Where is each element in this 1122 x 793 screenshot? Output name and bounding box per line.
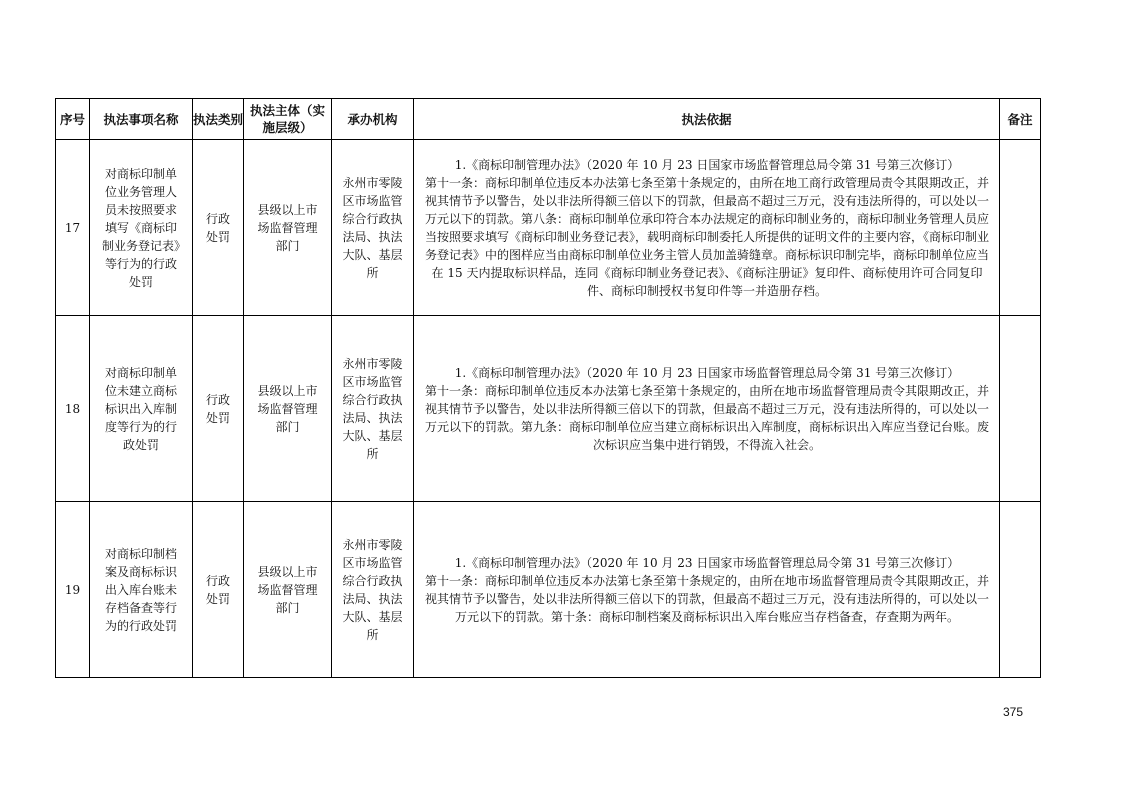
basis-text: 第十一条：商标印制单位违反本办法第七条至第十条规定的，由所在地工商行政管理局责令其限期改正，并视其情节予以警告，处以非法所得额三倍以下的罚款，但最高不超过三万元，没有违法所得的，可以处以一万元以下的罚款。第八条：商标印制单位承印符合本办法规定的商标印制业务的，商标印制业务管理人员应当按照要求填写《商标印制业务登记表》，载明商标印制委托人所提供的证明文件的主要内容，《商标印制业务登记表》中的图样应当由商标印制单位业务主管人员加盖骑缝章。商标标识印制完毕，商标印制单位应当在 15 天内提取标识样品，连同《商标印制业务登记表》、《商标注册证》复印件、商标使用许可合同复印件、商标印制授权书复印件等一并造册存档。: [424, 175, 989, 298]
enforcement-table: [55, 98, 1041, 678]
row-seq: 18: [56, 316, 90, 502]
row-agency: 永州市零陵区市场监管综合行政执法局、执法大队、基层所: [332, 502, 414, 678]
row-remarks: [1000, 316, 1041, 502]
row-item-name: 对商标印制单位业务管理人员未按照要求填写《商标印制业务登记表》等行为的行政处罚: [90, 140, 193, 316]
row-category: 行政处罚: [193, 316, 244, 502]
row-basis: [414, 316, 1000, 502]
row-item-name: 对商标印制档案及商标标识出入库台账未存档备查等行为的行政处罚: [90, 502, 193, 678]
table-row: [56, 502, 1041, 678]
basis-title: 1.《商标印制管理办法》（2020 年 10 月 23 日国家市场监督管理总局令第 31 号第三次修订）: [454, 555, 960, 570]
header-item-name: 执法事项名称: [90, 99, 193, 140]
basis-text: 第十一条：商标印制单位违反本办法第七条至第十条规定的，由所在地市场监督管理局责令其限期改正，并视其情节予以警告，处以非法所得额三倍以下的罚款，但最高不超过三万元，没有违法所得的，可以处以一万元以下的罚款。第十条：商标印制档案及商标标识出入库台账应当存档备查，存查期为两年。: [424, 573, 989, 624]
row-subject: 县级以上市场监督管理部门: [244, 502, 332, 678]
row-subject: 县级以上市场监督管理部门: [244, 316, 332, 502]
page-number: 375: [1003, 705, 1024, 719]
row-agency: 永州市零陵区市场监管综合行政执法局、执法大队、基层所: [332, 316, 414, 502]
header-remarks: 备注: [1000, 99, 1041, 140]
header-subject: 执法主体（实施层级）: [244, 99, 332, 140]
row-remarks: [1000, 140, 1041, 316]
table-header-row: [56, 99, 1041, 140]
table-row: [56, 316, 1041, 502]
basis-title: 1.《商标印制管理办法》（2020 年 10 月 23 日国家市场监督管理总局令第 31 号第三次修订）: [454, 157, 960, 172]
header-category: 执法类别: [193, 99, 244, 140]
basis-title: 1.《商标印制管理办法》（2020 年 10 月 23 日国家市场监督管理总局令第 31 号第三次修订）: [454, 365, 960, 380]
row-item-name: 对商标印制单位未建立商标标识出入库制度等行为的行政处罚: [90, 316, 193, 502]
row-subject: 县级以上市场监督管理部门: [244, 140, 332, 316]
row-basis: [414, 140, 1000, 316]
header-basis: 执法依据: [414, 99, 1000, 140]
header-seq: 序号: [56, 99, 90, 140]
row-basis: [414, 502, 1000, 678]
row-category: 行政处罚: [193, 502, 244, 678]
table-row: [56, 140, 1041, 316]
row-agency: 永州市零陵区市场监管综合行政执法局、执法大队、基层所: [332, 140, 414, 316]
row-category: 行政处罚: [193, 140, 244, 316]
basis-text: 第十一条：商标印制单位违反本办法第七条至第十条规定的，由所在地市场监督管理局责令其限期改正，并视其情节予以警告，处以非法所得额三倍以下的罚款，但最高不超过三万元，没有违法所得的，可以处以一万元以下的罚款。第九条：商标印制单位应当建立商标标识出入库制度，商标标识出入库应当登记台账。废次标识应当集中进行销毁，不得流入社会。: [424, 383, 989, 452]
row-seq: 17: [56, 140, 90, 316]
row-seq: 19: [56, 502, 90, 678]
row-remarks: [1000, 502, 1041, 678]
header-agency: 承办机构: [332, 99, 414, 140]
